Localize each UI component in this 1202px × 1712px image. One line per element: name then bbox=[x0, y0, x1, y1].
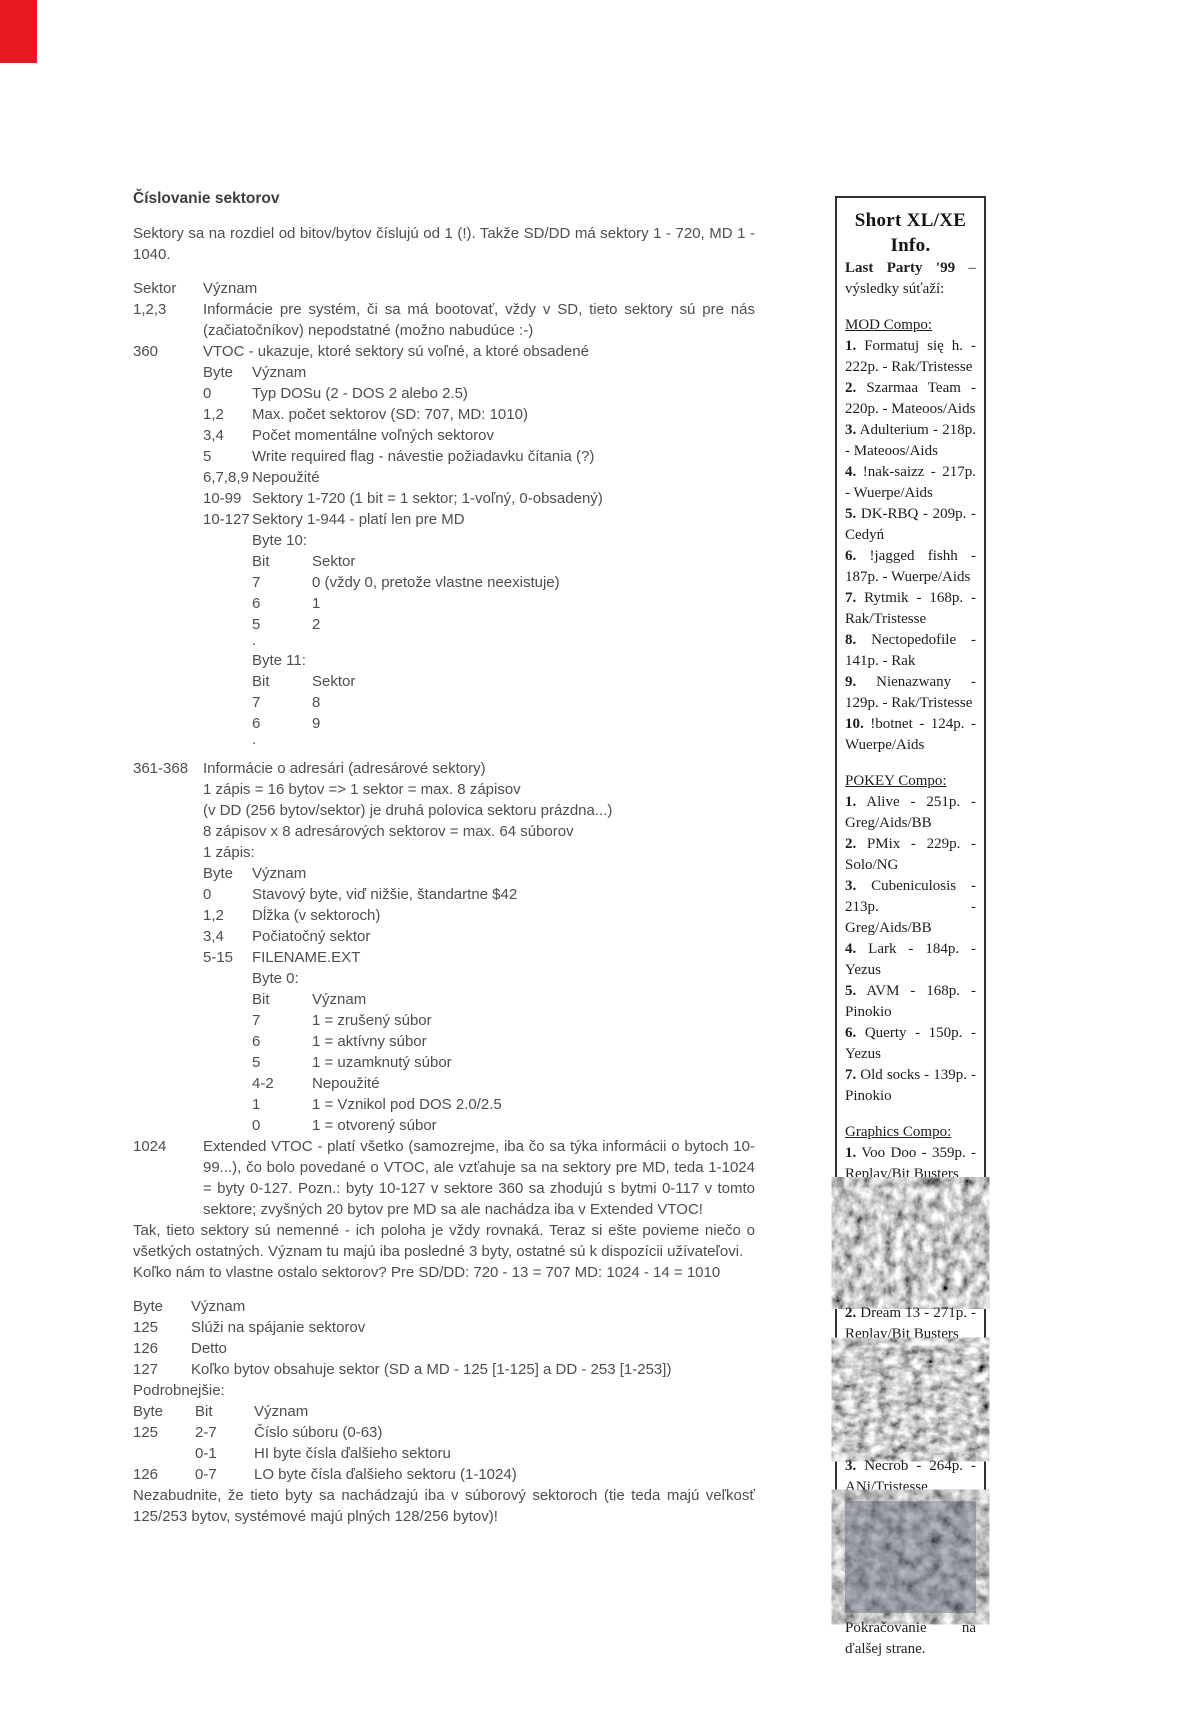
row-label: 360 bbox=[133, 343, 159, 360]
table-row bbox=[133, 1359, 755, 1380]
table-row bbox=[133, 692, 755, 713]
row-content: Slúži na spájanie sektorov bbox=[191, 1319, 366, 1336]
row-label: 1,2 bbox=[203, 907, 224, 924]
row-content: Write required flag - návestie požiadavku čítania (?) bbox=[252, 448, 595, 465]
row-content: Sektor bbox=[312, 673, 356, 690]
table-row bbox=[133, 383, 755, 404]
sidebar-subtitle-dash: – bbox=[968, 260, 976, 276]
table-row bbox=[133, 779, 755, 800]
table-row bbox=[133, 842, 755, 863]
row-content: Koľko bytov obsahuje sektor (SD a MD - 125 [1-125] a DD - 253 [1-253]) bbox=[191, 1361, 672, 1378]
entry-rank: 7. bbox=[845, 590, 857, 606]
row-content: Stavový byte, viď nižšie, štandartne $42 bbox=[252, 886, 518, 903]
table-row bbox=[133, 1317, 755, 1338]
row-label: 6 bbox=[252, 1033, 261, 1050]
row-label: 127 bbox=[133, 1361, 159, 1378]
table-row bbox=[133, 650, 755, 671]
compo-results bbox=[845, 315, 976, 1613]
paragraph-sectors-fixed: Tak, tieto sektory sú nemenné - ich poloha je vždy rovnaká. Teraz si ešte povieme niečo o všetkých ostatných. Význam tu majú iba posledné 3 byty, ostatné sú k dispozícii užívateľovi. bbox=[133, 1222, 755, 1260]
entry-rank: 7. bbox=[845, 1067, 857, 1083]
table-row bbox=[133, 713, 755, 734]
row-content: HI byte čísla ďalšieho sektoru bbox=[254, 1445, 451, 1462]
row-label: 361-368 bbox=[133, 760, 189, 777]
row-label: 0-1 bbox=[195, 1445, 217, 1462]
row-label: 6 bbox=[252, 715, 261, 732]
row-content: (v DD (256 bytov/sektor) je druhá polovica sektoru prázdna...) bbox=[203, 802, 613, 819]
compo-entry: 1. Formatuj się h. - 222p. - Rak/Tristesse bbox=[845, 338, 976, 375]
row-content: 1 zápis: bbox=[203, 844, 255, 861]
entry-rank: 3. bbox=[845, 422, 857, 438]
row-content: 8 zápisov x 8 adresárových sektorov = max. 64 súborov bbox=[203, 823, 574, 840]
table-row bbox=[133, 905, 755, 926]
table-row bbox=[133, 1422, 755, 1443]
table-row bbox=[133, 1464, 755, 1485]
paragraph-sector-count: Koľko nám to vlastne ostalo sektorov? Pre SD/DD: 720 - 13 = 707 MD: 1024 - 14 = 1010 bbox=[133, 1264, 721, 1281]
table-row bbox=[133, 593, 755, 614]
compo-entry: 7. Old socks - 139p. - Pinokio bbox=[845, 1067, 976, 1104]
compo-entry: 3. Cubeniculosis - 213p. - Greg/Aids/BB bbox=[845, 878, 976, 936]
row-content: Význam bbox=[252, 865, 307, 882]
compo-header: MOD Compo: bbox=[845, 317, 933, 333]
footer-note: Nezabudnite, že tieto byty sa nachádzajú iba v súborový sektoroch (tie teda majú veľkosť 125/253 bytov, systémové majú plných 128/256 bytov)! bbox=[133, 1487, 755, 1525]
compo-entry: 8. Nectopedofile - 141p. - Rak bbox=[845, 632, 976, 669]
entry-rank: 3. bbox=[845, 1458, 857, 1474]
detail-table bbox=[133, 1401, 755, 1485]
table-row bbox=[133, 989, 755, 1010]
row-label: 1,2,3 bbox=[133, 301, 167, 318]
continuation-note: Pokračovanie na ďalšej strane. bbox=[845, 1620, 976, 1657]
sidebar-subtitle bbox=[845, 258, 976, 279]
row-content: VTOC - ukazuje, ktoré sektory sú voľné, a ktoré obsadené bbox=[203, 343, 589, 360]
row-label: 0-7 bbox=[195, 1466, 217, 1483]
table-row bbox=[133, 671, 755, 692]
entry-rank: 2. bbox=[845, 836, 857, 852]
table-row bbox=[133, 488, 755, 509]
row-content: Byte 10: bbox=[252, 532, 308, 549]
row-content: FILENAME.EXT bbox=[252, 949, 361, 966]
row-label: 5 bbox=[252, 616, 261, 633]
row-content: Význam bbox=[252, 364, 307, 381]
entry-rank: 5. bbox=[845, 983, 857, 999]
table-row bbox=[133, 1296, 755, 1317]
row-label: 7 bbox=[252, 1012, 261, 1029]
table-row bbox=[133, 758, 755, 779]
row-content: Počet momentálne voľných sektorov bbox=[252, 427, 494, 444]
byte-table bbox=[133, 1296, 755, 1380]
row-content: 1 = otvorený súbor bbox=[312, 1117, 437, 1134]
compo-header: Graphics Compo: bbox=[845, 1124, 952, 1140]
row-label: 2-7 bbox=[195, 1424, 217, 1441]
row-label: Byte bbox=[203, 865, 234, 882]
intro-paragraph: Sektory sa na rozdiel od bitov/bytov číslujú od 1 (!). Takže SD/DD má sektory 1 - 720, MD 1 - 1040. bbox=[133, 225, 755, 263]
row-content: Nepoužité bbox=[252, 469, 320, 486]
row-content: Typ DOSu (2 - DOS 2 alebo 2.5) bbox=[252, 385, 468, 402]
row-content: 8 bbox=[312, 694, 321, 711]
table-row bbox=[133, 863, 755, 884]
compo-entry: 1. Alive - 251p. - Greg/Aids/BB bbox=[845, 794, 976, 831]
row-content: 1 bbox=[312, 595, 321, 612]
row-label: Bit bbox=[252, 553, 270, 570]
entry-rank: 1. bbox=[845, 338, 857, 354]
article-column bbox=[133, 188, 755, 1527]
row-content: 1 = Vznikol pod DOS 2.0/2.5 bbox=[312, 1096, 502, 1113]
row-content: 2 bbox=[312, 616, 321, 633]
article-heading: Číslovanie sektorov bbox=[133, 190, 280, 207]
table-row bbox=[133, 1136, 755, 1220]
row-label: 5 bbox=[203, 448, 212, 465]
table-row bbox=[133, 926, 755, 947]
table-row bbox=[133, 1052, 755, 1073]
table-row bbox=[133, 614, 755, 635]
row-content: Počiatočný sektor bbox=[252, 928, 371, 945]
row-label: Byte bbox=[133, 1298, 164, 1315]
row-content: Dĺžka (v sektoroch) bbox=[252, 907, 381, 924]
entry-rank: 2. bbox=[845, 380, 857, 396]
row-label: Byte bbox=[133, 1403, 164, 1420]
compo-entry: 4. Lark - 184p. - Yezus bbox=[845, 941, 976, 978]
entry-rank: 6. bbox=[845, 548, 857, 564]
row-label: 10-127 bbox=[203, 511, 250, 528]
row-label: 5 bbox=[252, 1054, 261, 1071]
entry-rank: 5. bbox=[845, 506, 857, 522]
row-label: 3,4 bbox=[203, 427, 224, 444]
row-content: Max. počet sektorov (SD: 707, MD: 1010) bbox=[252, 406, 528, 423]
table-row bbox=[133, 509, 755, 530]
table-row bbox=[133, 1031, 755, 1052]
row-label: 126 bbox=[133, 1340, 159, 1357]
table-row bbox=[133, 404, 755, 425]
table-row bbox=[133, 632, 755, 650]
compo-group bbox=[845, 315, 976, 756]
compo-group bbox=[845, 1122, 976, 1613]
row-label: Bit bbox=[195, 1403, 213, 1420]
sidebar-title-line1: Short XL/XE bbox=[854, 210, 967, 231]
compo-entry: 2. Szarmaa Team - 220p. - Mateoos/Aids bbox=[845, 380, 976, 417]
table-row bbox=[133, 551, 755, 572]
compo-entry: 5. DK-RBQ - 209p. - Cedyń bbox=[845, 506, 976, 543]
row-content: Informácie pre systém, či sa má bootovať, vždy v SD, tieto sektory sú pre nás (začiatočníkov) nepodstatné (možno nabudúce :-) bbox=[203, 301, 755, 339]
table-row bbox=[133, 947, 755, 968]
compo-entry: 6. Querty - 150p. - Yezus bbox=[845, 1025, 976, 1062]
table-row bbox=[133, 884, 755, 905]
compo-entry: 5. AVM - 168p. - Pinokio bbox=[845, 983, 976, 1020]
table-row bbox=[133, 1115, 755, 1136]
row-label: 1024 bbox=[133, 1138, 167, 1155]
entry-rank: 1. bbox=[845, 794, 857, 810]
table-row bbox=[133, 278, 755, 299]
entry-rank: 8. bbox=[845, 632, 857, 648]
row-label: 3,4 bbox=[203, 928, 224, 945]
entry-rank: 4. bbox=[845, 941, 857, 957]
table-row bbox=[133, 968, 755, 989]
table-row bbox=[133, 800, 755, 821]
detail-label: Podrobnejšie: bbox=[133, 1382, 225, 1399]
entry-rank: 6. bbox=[845, 1025, 857, 1041]
compo-group bbox=[845, 771, 976, 1107]
necrob-artwork bbox=[845, 1501, 976, 1613]
row-content: 1 = uzamknutý súbor bbox=[312, 1054, 452, 1071]
row-label: Byte bbox=[203, 364, 234, 381]
entry-rank: 3. bbox=[845, 878, 857, 894]
row-content: LO byte čísla ďalšieho sektoru (1-1024) bbox=[254, 1466, 517, 1483]
compo-entry: 3. Adulterium - 218p. - Mateoos/Aids bbox=[845, 422, 976, 459]
row-content: . bbox=[252, 731, 257, 748]
row-content: 0 (vždy 0, pretože vlastne neexistuje) bbox=[312, 574, 560, 591]
table-row bbox=[133, 1443, 755, 1464]
table-row bbox=[133, 1010, 755, 1031]
row-label: 6 bbox=[252, 595, 261, 612]
compo-entry: 9. Nienazwany - 129p. - Rak/Tristesse bbox=[845, 674, 976, 711]
entry-rank: 10. bbox=[845, 716, 864, 732]
row-content: Byte 0: bbox=[252, 970, 299, 987]
row-label: 5-15 bbox=[203, 949, 234, 966]
row-content: 1 = aktívny súbor bbox=[312, 1033, 427, 1050]
entry-rank: 9. bbox=[845, 674, 857, 690]
row-label: 7 bbox=[252, 574, 261, 591]
row-content: Sektory 1-720 (1 bit = 1 sektor; 1-voľný, 0-obsadený) bbox=[252, 490, 603, 507]
row-label: Bit bbox=[252, 991, 270, 1008]
compo-entry: 4. !nak-saizz - 217p. - Wuerpe/Aids bbox=[845, 464, 976, 501]
row-content: Význam bbox=[203, 280, 258, 297]
row-content: Sektor bbox=[312, 553, 356, 570]
row-content: Detto bbox=[191, 1340, 227, 1357]
row-label: 125 bbox=[133, 1319, 159, 1336]
table-row bbox=[133, 821, 755, 842]
table-row bbox=[133, 446, 755, 467]
sidebar-subtitle-bold: Last Party '99 bbox=[845, 260, 956, 276]
row-content: . bbox=[252, 632, 257, 649]
table-row bbox=[133, 1094, 755, 1115]
sidebar-title-line2: Info. bbox=[890, 235, 931, 256]
row-content: Byte 11: bbox=[252, 652, 306, 669]
row-content: 1 zápis = 16 bytov => 1 sektor = max. 8 zápisov bbox=[203, 781, 521, 798]
row-label: 7 bbox=[252, 694, 261, 711]
table-row bbox=[133, 425, 755, 446]
row-label: 1 bbox=[252, 1096, 261, 1113]
entry-rank: 2. bbox=[845, 1305, 857, 1321]
compo-entry: 2. PMix - 229p. - Solo/NG bbox=[845, 836, 976, 873]
table-row bbox=[133, 1401, 755, 1422]
row-label: 10-99 bbox=[203, 490, 242, 507]
entry-rank: 4. bbox=[845, 464, 857, 480]
table-row bbox=[133, 1338, 755, 1359]
sidebar-title bbox=[845, 208, 976, 258]
row-label: 6,7,8,9 bbox=[203, 469, 249, 486]
row-content: Extended VTOC - platí všetko (samozrejme, iba čo sa týka informácii o bytoch 10-99...), čo bolo povedané o VTOC, ale vzťahuje sa na sektory pre MD, teda 1-1024 = byty 0-127. Pozn.: byty 10-127 v sektore 360 sa zhodujú s bytmi 0-117 v tomto sektore; zvyšných 20 bytov pre MD sa ale nachádza iba v Extended VTOC! bbox=[203, 1138, 755, 1218]
row-content: Význam bbox=[254, 1403, 309, 1420]
compo-entry: 3. Necrob - 264p. - ANj/Tristesse bbox=[845, 1458, 976, 1495]
table-row bbox=[133, 731, 755, 749]
row-label: 125 bbox=[133, 1424, 159, 1441]
table-row bbox=[133, 467, 755, 488]
table-row bbox=[133, 572, 755, 593]
sidebar-subtitle-rest: výsledky súťaží: bbox=[845, 281, 945, 297]
table-row bbox=[133, 530, 755, 551]
table-row bbox=[133, 362, 755, 383]
voo-doo-artwork bbox=[845, 1188, 976, 1298]
row-content: Sektory 1-944 - platí len pre MD bbox=[252, 511, 465, 528]
row-label: Bit bbox=[252, 673, 270, 690]
red-marker bbox=[0, 0, 37, 63]
short-xlxe-info-box bbox=[835, 196, 986, 1657]
row-content: Číslo súboru (0-63) bbox=[254, 1424, 383, 1441]
compo-entry: 6. !jagged fishh - 187p. - Wuerpe/Aids bbox=[845, 548, 976, 585]
dream-13-artwork bbox=[845, 1348, 976, 1451]
compo-header: POKEY Compo: bbox=[845, 773, 947, 789]
sector-table bbox=[133, 278, 755, 1220]
row-label: 1,2 bbox=[203, 406, 224, 423]
row-label: 4-2 bbox=[252, 1075, 274, 1092]
row-content: Význam bbox=[191, 1298, 246, 1315]
compo-entry: 7. Rytmik - 168p. - Rak/Tristesse bbox=[845, 590, 976, 627]
table-row bbox=[133, 1073, 755, 1094]
compo-entry: 10. !botnet - 124p. - Wuerpe/Aids bbox=[845, 716, 976, 753]
compo-entry: 2. Dream 13 - 271p. - Replay/Bit Busters bbox=[845, 1305, 976, 1342]
row-label: 0 bbox=[203, 385, 212, 402]
table-row bbox=[133, 299, 755, 341]
row-content: Informácie o adresári (adresárové sektory) bbox=[203, 760, 486, 777]
table-row bbox=[133, 341, 755, 362]
row-content: Význam bbox=[312, 991, 367, 1008]
compo-entry: 1. Voo Doo - 359p. - Replay/Bit Busters bbox=[845, 1145, 976, 1182]
row-content: 9 bbox=[312, 715, 321, 732]
entry-rank: 1. bbox=[845, 1145, 857, 1161]
row-content: Nepoužité bbox=[312, 1075, 380, 1092]
row-label: 0 bbox=[203, 886, 212, 903]
row-content: 1 = zrušený súbor bbox=[312, 1012, 432, 1029]
row-label: 126 bbox=[133, 1466, 159, 1483]
row-label: Sektor bbox=[133, 280, 177, 297]
row-label: 0 bbox=[252, 1117, 261, 1134]
